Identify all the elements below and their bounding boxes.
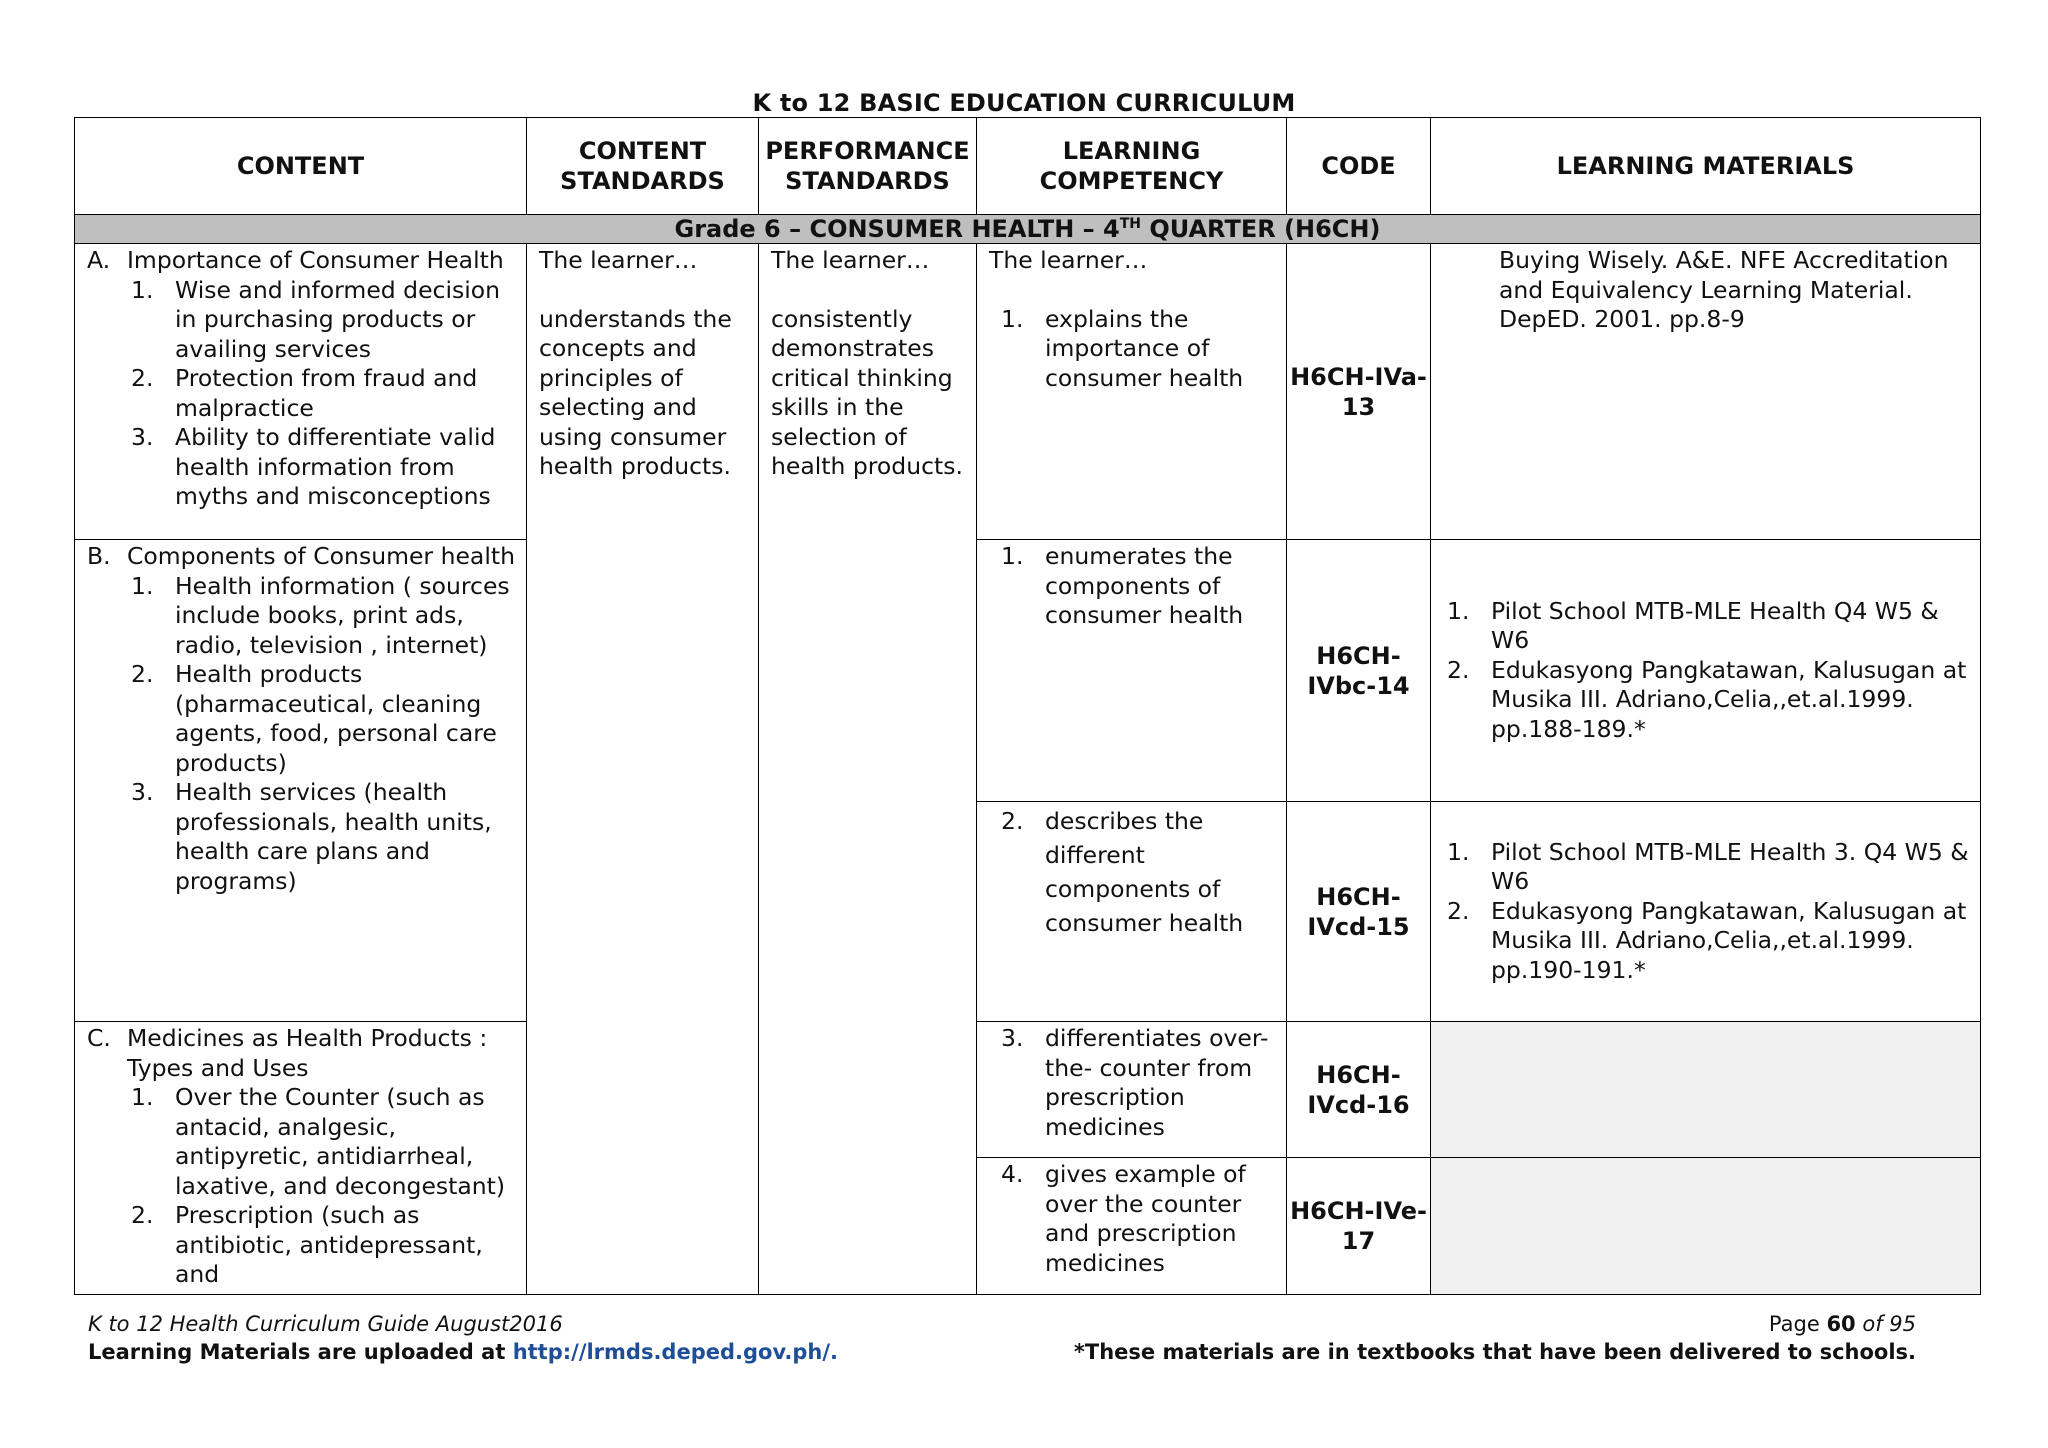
competency-cell-1: The learner… 1. explains the importance of consumer health [977, 244, 1287, 540]
footer-textbook-note: *These materials are in textbooks that have been delivered to schools. [1073, 1340, 1916, 1364]
list-item: 2. Prescription (such as antibiotic, antidepressant, and [131, 1201, 483, 1288]
competency-cell-4: 3. differentiates over-the- counter from prescription medicines [977, 1022, 1287, 1158]
grade-row [75, 215, 1981, 244]
code-cell: H6CH-IVa-13 [1287, 244, 1431, 540]
materials-cell-1: Buying Wisely. A&E. NFE Accreditation and Equivalency Learning Material. DepED. 2001. pp.8-9 [1431, 244, 1981, 540]
list-item: 1. Pilot School MTB-MLE Health 3. Q4 W5 & W6 [1447, 837, 1969, 896]
list-item: 2. Edukasyong Pangkatawan, Kalusugan at Musika III. Adriano,Celia,,et.al.1999. pp.188-189.* [1447, 655, 1967, 743]
list-item: 2. Protection from fraud and malpractice [131, 364, 478, 422]
footer-upload-note: Learning Materials are uploaded at http://lrmds.deped.gov.ph/. [88, 1340, 839, 1364]
list-item: 1. Pilot School MTB-MLE Health Q4 W5 & W6 [1447, 596, 1939, 655]
section-title: Medicines as Health Products : Types and Uses [127, 1024, 488, 1082]
header-content-standards: CONTENT STANDARDS [527, 118, 759, 215]
list-item: 3. Ability to differentiate valid health information from myths and misconceptions [131, 423, 496, 510]
list-item: 3. Health services (health professionals, health units, health care plans and programs) [131, 778, 492, 895]
content-section-b: B. Components of Consumer health 1. Health information ( sources include books, print ads, radio, television , internet) 2. Health products (pharmaceutical, cleaning agents, food, personal care products) 3. Health services (health professionals, health units, health care plans and programs) [75, 540, 527, 1022]
curriculum-table [74, 117, 1981, 1295]
competency-cell-3: 2. describes the different components of consumer health [977, 802, 1287, 1022]
content-standard-cell: The learner… understands the concepts and principles of selecting and using consumer health products. [527, 244, 759, 1295]
list-item: 1. Wise and informed decision in purchasing products or availing services [131, 275, 501, 363]
page-number: Page 60 of 95 [1768, 1312, 1916, 1336]
footer-url-link[interactable]: http://lrmds.deped.gov.ph/. [512, 1340, 839, 1364]
header-performance-standards: PERFORMANCE STANDARDS [759, 118, 977, 215]
list-item: 2. Edukasyong Pangkatawan, Kalusugan at Musika III. Adriano,Celia,,et.al.1999. pp.190-191.* [1447, 896, 1967, 984]
performance-standard-cell: The learner… consistently demonstrates critical thinking skills in the selection of health products. [759, 244, 977, 1295]
materials-cell-empty [1431, 1158, 1981, 1294]
list-item: 1. Health information ( sources include books, print ads, radio, television , internet) [131, 571, 510, 659]
footer-guide: K to 12 Health Curriculum Guide August2016 [88, 1312, 563, 1336]
competency-cell-2: 1. enumerates the components of consumer health [977, 540, 1287, 802]
code-cell: H6CH-IVe-17 [1287, 1158, 1431, 1294]
section-title: Components of Consumer health [127, 542, 515, 570]
header-row [75, 118, 1981, 215]
header-content: CONTENT [75, 118, 527, 215]
code-cell: H6CH-IVbc-14 [1287, 540, 1431, 802]
header-code: CODE [1287, 118, 1431, 215]
grade-heading: Grade 6 – CONSUMER HEALTH – 4TH QUARTER (H6CH) [75, 215, 1981, 244]
content-section-a: A. Importance of Consumer Health 1. Wise and informed decision in purchasing products or availing services 2. Protection from fraud and malpractice 3. Ability to differentiate valid health information from myths and misconceptions [75, 244, 527, 540]
materials-cell-3 [1431, 802, 1981, 1022]
header-learning-materials: LEARNING MATERIALS [1431, 118, 1981, 215]
materials-cell-empty [1431, 1022, 1981, 1158]
competency-cell-5: 4. gives example of over the counter and prescription medicines [977, 1158, 1287, 1294]
table-row [75, 244, 1981, 540]
section-title: Importance of Consumer Health [127, 246, 504, 274]
content-section-c: C. Medicines as Health Products : Types and Uses 1. Over the Counter (such as antacid, analgesic, antipyretic, antidiarrheal, laxative, and decongestant) 2. Prescription (such as antibiotic, antidepressant, and [75, 1022, 527, 1295]
list-item: 1. Over the Counter (such as antacid, analgesic, antipyretic, antidiarrheal, laxative, and decongestant) [131, 1083, 506, 1200]
code-cell: H6CH-IVcd-15 [1287, 802, 1431, 1022]
code-cell: H6CH-IVcd-16 [1287, 1022, 1431, 1158]
table-row [75, 1022, 1981, 1158]
document-title: K to 12 BASIC EDUCATION CURRICULUM [752, 89, 1296, 117]
header-learning-competency: LEARNING COMPETENCY [977, 118, 1287, 215]
materials-cell-2 [1431, 540, 1981, 802]
table-row [75, 540, 1981, 802]
list-item: 2. Health products (pharmaceutical, cleaning agents, food, personal care products) [131, 660, 497, 777]
